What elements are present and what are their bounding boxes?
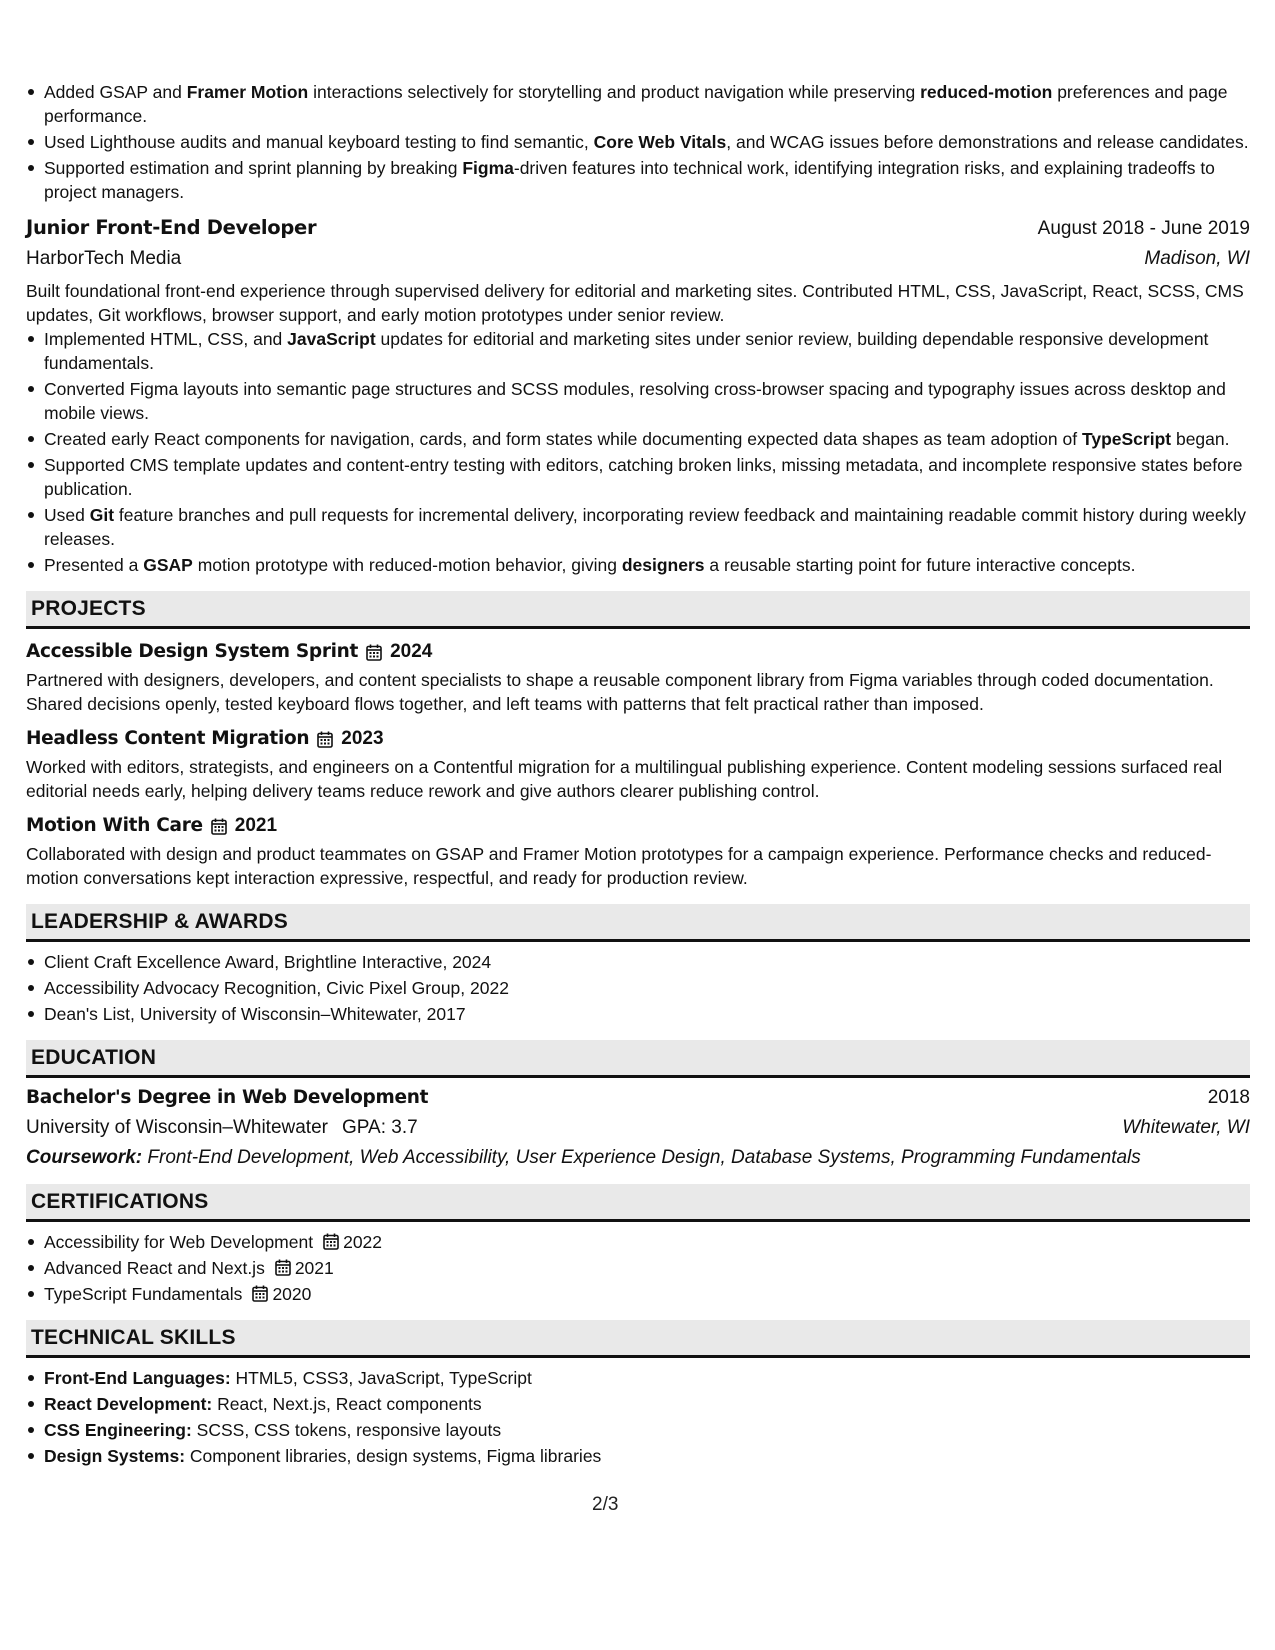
- bullet-text: feature branches and pull requests for incremental delivery, incorporating review feedback and maintaining readable commit history during weekly releases.: [44, 505, 1246, 549]
- bullet-text: updates for editorial and marketing sites under senior review, building dependable responsive development fundamentals.: [44, 329, 1209, 373]
- project-header: [26, 727, 1250, 751]
- calendar-icon: [366, 644, 382, 661]
- education-school: University of Wisconsin–Whitewater: [26, 1117, 328, 1138]
- project-header: [26, 640, 1250, 664]
- section-header-education: [26, 1040, 1250, 1078]
- coursework-label: Coursework:: [26, 1147, 143, 1168]
- bullet-text: Converted Figma layouts into semantic page structures and SCSS modules, resolving cross-browser spacing and typography issues across desktop and mobile views.: [44, 379, 1226, 423]
- calendar-icon: [211, 818, 227, 835]
- bullet-text: Created early React components for navigation, cards, and form states while documenting expected data shapes as team adoption of: [44, 429, 1082, 449]
- certification-item: [26, 1256, 1250, 1280]
- job-company: HarborTech Media: [26, 248, 182, 269]
- education-location: Whitewater, WI: [1122, 1117, 1250, 1138]
- projects-list: [26, 640, 1250, 890]
- bullet-text: Used: [44, 505, 90, 525]
- bullet-text: a reusable starting point for future interactive concepts.: [704, 555, 1136, 575]
- skill-value: React, Next.js, React components: [212, 1394, 482, 1414]
- skills-list: [26, 1366, 1250, 1468]
- section-title: CERTIFICATIONS: [31, 1189, 209, 1213]
- award-item: Accessibility Advocacy Recognition, Civic Pixel Group, 2022: [26, 976, 1250, 1000]
- skill-value: HTML5, CSS3, JavaScript, TypeScript: [230, 1368, 532, 1388]
- certifications-list: [26, 1230, 1250, 1306]
- skill-item: [26, 1444, 1250, 1468]
- coursework-value: Front-End Development, Web Accessibility, User Experience Design, Database Systems, Programming Fundamentals: [142, 1147, 1141, 1168]
- section-header-skills: [26, 1320, 1250, 1358]
- award-item: Client Craft Excellence Award, Brightline Interactive, 2024: [26, 950, 1250, 974]
- section-title: LEADERSHIP & AWARDS: [31, 909, 288, 933]
- bullet-item: [26, 80, 1250, 128]
- education-subheader: [26, 1116, 1250, 1140]
- bullet-keyword: GSAP: [143, 555, 193, 575]
- bullet-item: [26, 377, 1250, 425]
- bullet-text: Implemented HTML, CSS, and: [44, 329, 288, 349]
- skill-label: Design Systems:: [44, 1446, 186, 1466]
- project-title: Headless Content Migration: [26, 728, 310, 749]
- bullet-keyword: TypeScript: [1081, 429, 1172, 449]
- project-header: [26, 814, 1250, 838]
- bullet-text: interactions selectively for storytelling and product navigation while preserving: [308, 82, 921, 102]
- leadership-list: [26, 950, 1250, 1026]
- education-gpa: GPA: 3.7: [341, 1117, 418, 1138]
- job-location: Madison, WI: [1144, 248, 1250, 269]
- bullet-item: [26, 427, 1250, 451]
- bullet-text: Added GSAP and: [44, 82, 187, 102]
- job-dates: August 2018 - June 2019: [1037, 218, 1250, 239]
- project-description: Collaborated with design and product teammates on GSAP and Framer Motion prototypes for a campaign experience. Performance checks and reduced-motion conversations kept interaction expressive, respectful, and ready for production review.: [26, 844, 1212, 888]
- skill-item: [26, 1392, 1250, 1416]
- skill-item: [26, 1366, 1250, 1390]
- calendar-icon: [252, 1285, 268, 1302]
- skill-label: CSS Engineering:: [44, 1420, 192, 1440]
- job-bullet-list: [26, 327, 1250, 577]
- education-school-line: [26, 1116, 418, 1140]
- section-header-certifications: [26, 1184, 1250, 1222]
- project-description: Partnered with designers, developers, and content specialists to shape a reusable component library from Figma variables through coded documentation. Shared decisions openly, tested keyboard flows together, and left teams with patterns that felt practical rather than imposed.: [26, 670, 1214, 714]
- bullet-keyword: Figma: [462, 158, 514, 178]
- calendar-icon: [323, 1233, 339, 1250]
- bullet-keyword: Framer Motion: [186, 82, 309, 102]
- job-summary: Built foundational front-end experience through supervised delivery for editorial and marketing sites. Contributed HTML, CSS, JavaScript, React, SCSS, CMS updates, Git workflows, browser support, and early motion prototypes under senior review.: [26, 281, 1244, 325]
- bullet-keyword: designers: [621, 555, 705, 575]
- section-title: TECHNICAL SKILLS: [31, 1325, 236, 1349]
- bullet-keyword: Git: [89, 505, 115, 525]
- page-number: 2/3: [592, 1494, 619, 1515]
- project-item: [26, 727, 1250, 803]
- job-title: Junior Front-End Developer: [26, 216, 317, 239]
- section-title: PROJECTS: [31, 596, 146, 620]
- education-year: 2018: [1207, 1087, 1250, 1108]
- calendar-icon: [275, 1259, 291, 1276]
- bullet-item: [26, 130, 1250, 154]
- education-header: [26, 1086, 1250, 1110]
- experience-bullet-list: [26, 80, 1250, 204]
- bullet-item: [26, 503, 1250, 551]
- certification-year: 2021: [294, 1258, 334, 1278]
- section-header-projects: [26, 591, 1250, 629]
- certification-year: 2020: [272, 1284, 312, 1304]
- job-header: [26, 216, 1250, 241]
- section-header-leadership: [26, 904, 1250, 942]
- resume-page: [26, 80, 1250, 1470]
- bullet-text: Used Lighthouse audits and manual keyboard testing to find semantic,: [44, 132, 594, 152]
- bullet-text: , and WCAG issues before demonstrations and release candidates.: [726, 132, 1249, 152]
- bullet-text: -driven features into technical work, identifying integration risks, and explaining tradeoffs to project managers.: [44, 158, 1215, 202]
- award-item: Dean's List, University of Wisconsin–Whitewater, 2017: [26, 1002, 1250, 1026]
- bullet-item: [26, 453, 1250, 501]
- bullet-text: began.: [1171, 429, 1230, 449]
- skill-item: [26, 1418, 1250, 1442]
- skill-value: SCSS, CSS tokens, responsive layouts: [191, 1420, 502, 1440]
- section-title: EDUCATION: [31, 1045, 157, 1069]
- bullet-text: Presented a: [44, 555, 144, 575]
- education-degree: Bachelor's Degree in Web Development: [26, 1087, 429, 1108]
- bullet-item: [26, 327, 1250, 375]
- skill-label: Front-End Languages:: [44, 1368, 231, 1388]
- skill-label: React Development:: [44, 1394, 213, 1414]
- project-description: Worked with editors, strategists, and engineers on a Contentful migration for a multilingual publishing experience. Content modeling sessions surfaced real editorial needs early, helping delivery teams reduce rework and give authors clearer publishing control.: [26, 757, 1223, 801]
- certification-item: [26, 1282, 1250, 1306]
- job-subheader: [26, 247, 1250, 271]
- certification-item: [26, 1230, 1250, 1254]
- project-item: [26, 814, 1250, 890]
- bullet-text: preferences and page performance.: [44, 82, 1228, 126]
- bullet-item: [26, 156, 1250, 204]
- bullet-text: motion prototype with reduced-motion behavior, giving: [192, 555, 622, 575]
- certification-year: 2022: [343, 1232, 383, 1252]
- project-year: 2023: [341, 728, 384, 749]
- bullet-keyword: reduced-motion: [920, 82, 1053, 102]
- bullet-keyword: Core Web Vitals: [593, 132, 727, 152]
- bullet-item: [26, 553, 1250, 577]
- project-year: 2024: [390, 641, 433, 662]
- project-year: 2021: [234, 815, 278, 836]
- project-item: [26, 640, 1250, 716]
- certification-name: Accessibility for Web Development: [44, 1232, 314, 1252]
- certification-name: Advanced React and Next.js: [44, 1258, 265, 1278]
- calendar-icon: [317, 731, 333, 748]
- project-title: Motion With Care: [26, 815, 203, 836]
- bullet-text: Supported CMS template updates and content-entry testing with editors, catching broken links, missing metadata, and incomplete responsive states before publication.: [44, 455, 1243, 499]
- bullet-keyword: JavaScript: [287, 329, 376, 349]
- education-coursework: [26, 1146, 1250, 1170]
- bullet-text: Supported estimation and sprint planning by breaking: [44, 158, 463, 178]
- skill-value: Component libraries, design systems, Figma libraries: [185, 1446, 602, 1466]
- project-title: Accessible Design System Sprint: [26, 641, 359, 662]
- certification-name: TypeScript Fundamentals: [44, 1284, 243, 1304]
